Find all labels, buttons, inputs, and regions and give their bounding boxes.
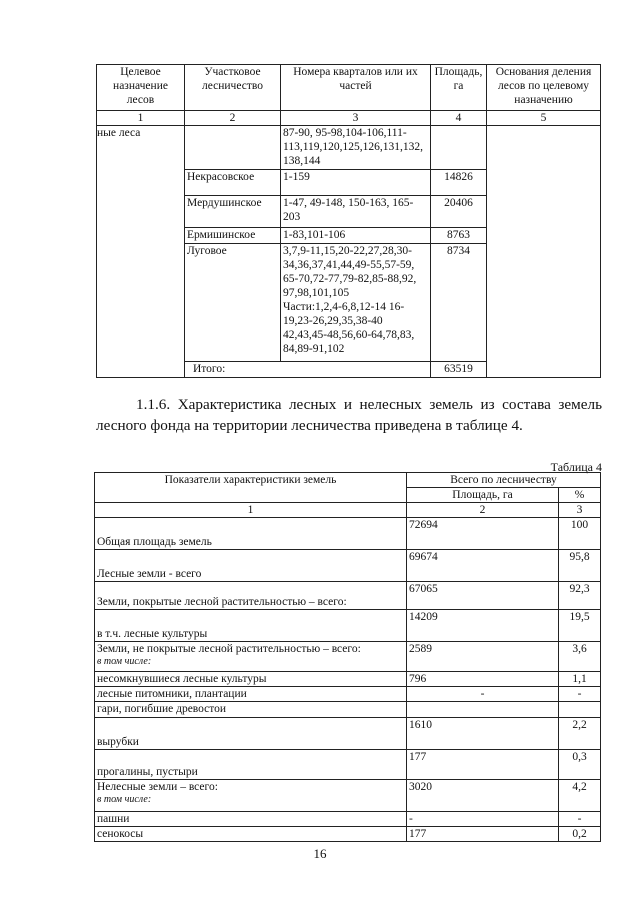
area-cell	[431, 126, 487, 170]
table-row	[95, 702, 601, 718]
header-purpose: Целевое назначение лесов	[97, 65, 185, 111]
col-number: 5	[487, 111, 601, 126]
section-paragraph	[96, 394, 602, 436]
table-caption: Таблица 4	[550, 460, 602, 474]
row-label: лесные питомники, плантации	[95, 687, 407, 702]
pct-value: -	[559, 812, 601, 827]
col-number: 3	[281, 111, 431, 126]
header-basis: Основания деления лесов по целевому назначению	[487, 65, 601, 111]
pct-value: 0,3	[559, 750, 601, 780]
table-row	[95, 582, 601, 610]
area-cell: 14826	[431, 170, 487, 196]
pct-value	[559, 702, 601, 718]
area-cell: 8734	[431, 244, 487, 362]
area-value: 177	[407, 827, 559, 842]
row-sublabel: в том числе:	[97, 794, 152, 805]
table-row	[95, 750, 601, 780]
area-value: -	[407, 812, 559, 827]
pct-value: 3,6	[559, 642, 601, 672]
quarters-cell: 3,7,9-11,15,20-22,27,28,30- 34,36,37,41,44,49-55,57-59, 65-70,72-77,79-82,85-88,92, 97,98,101,105 Части:1,2,4-6,8,12-14 16- 19,23-26,29,35,38-40 42,43,45-48,56,60-64,78,83, 84,89-91,102	[281, 244, 431, 362]
col-number: 1	[95, 503, 407, 518]
area-value: 1610	[407, 718, 559, 750]
header-pct: %	[559, 488, 601, 503]
table-row	[97, 126, 601, 170]
header-quarters: Номера кварталов или их частей	[281, 65, 431, 111]
row-sublabel: в том числе:	[97, 656, 152, 667]
table-row	[95, 780, 601, 812]
quarters-cell: 1-83,101-106	[281, 228, 431, 244]
pct-value: 95,8	[559, 550, 601, 582]
area-value: 796	[407, 672, 559, 687]
basis-cell	[487, 126, 601, 378]
header-total: Всего по лесничеству	[407, 473, 601, 488]
pct-value: 1,1	[559, 672, 601, 687]
table-row	[95, 827, 601, 842]
purpose-cell: ные леса	[97, 126, 185, 378]
table-row	[95, 672, 601, 687]
paragraph-line: лесного фонда на территории лесничества приведена в таблице 4.	[96, 417, 523, 434]
table-row	[95, 718, 601, 750]
row-label: Общая площадь земель	[95, 518, 407, 550]
header-district: Участковое лесничество	[185, 65, 281, 111]
page-number: 16	[313, 846, 327, 861]
header-area: Площадь, га	[431, 65, 487, 111]
row-label: пашни	[95, 812, 407, 827]
forest-purpose-table	[96, 64, 601, 378]
area-value: 72694	[407, 518, 559, 550]
area-cell: 20406	[431, 196, 487, 228]
row-label	[95, 642, 407, 672]
col-number: 3	[559, 503, 601, 518]
district-cell: Ермишинское	[185, 228, 281, 244]
pct-value: 19,5	[559, 610, 601, 642]
row-label	[95, 780, 407, 812]
table-row	[95, 812, 601, 827]
pct-value: 92,3	[559, 582, 601, 610]
table-row	[95, 518, 601, 550]
area-value: 2589	[407, 642, 559, 672]
district-cell: Некрасовское	[185, 170, 281, 196]
row-label: сенокосы	[95, 827, 407, 842]
table-row	[95, 642, 601, 672]
row-label: Земли, покрытые лесной растительностью – всего:	[95, 582, 407, 610]
total-label: Итого:	[185, 362, 431, 378]
row-label: гари, погибшие древостои	[95, 702, 407, 718]
row-label: в т.ч. лесные культуры	[95, 610, 407, 642]
quarters-cell: 87-90, 95-98,104-106,111- 113,119,120,125,126,131,132, 138,144	[281, 126, 431, 170]
pct-value: 0,2	[559, 827, 601, 842]
pct-value: 4,2	[559, 780, 601, 812]
area-value: 14209	[407, 610, 559, 642]
district-cell	[185, 126, 281, 170]
pct-value: 2,2	[559, 718, 601, 750]
row-label-main: Нелесные земли – всего:	[97, 781, 218, 793]
total-area: 63519	[431, 362, 487, 378]
col-number: 4	[431, 111, 487, 126]
table-row	[95, 687, 601, 702]
quarters-cell: 1-47, 49-148, 150-163, 165- 203	[281, 196, 431, 228]
area-value: 3020	[407, 780, 559, 812]
pct-value: 100	[559, 518, 601, 550]
row-label: Лесные земли - всего	[95, 550, 407, 582]
area-value: -	[407, 687, 559, 702]
area-value: 67065	[407, 582, 559, 610]
land-characteristics-table	[94, 472, 601, 842]
header-indicator: Показатели характеристики земель	[95, 473, 407, 503]
district-cell: Мердушинское	[185, 196, 281, 228]
row-label: прогалины, пустыри	[95, 750, 407, 780]
quarters-cell: 1-159	[281, 170, 431, 196]
row-label: вырубки	[95, 718, 407, 750]
pct-value: -	[559, 687, 601, 702]
area-value	[407, 702, 559, 718]
header-area: Площадь, га	[407, 488, 559, 503]
paragraph-line: 1.1.6. Характеристика лесных и нелесных земель из состава земель	[136, 396, 602, 413]
area-cell: 8763	[431, 228, 487, 244]
table-row	[95, 610, 601, 642]
col-number: 2	[185, 111, 281, 126]
row-label-main: Земли, не покрытые лесной растительностью – всего:	[97, 643, 361, 655]
district-cell: Луговое	[185, 244, 281, 362]
col-number: 1	[97, 111, 185, 126]
row-label: несомкнувшиеся лесные культуры	[95, 672, 407, 687]
table-row	[95, 550, 601, 582]
col-number: 2	[407, 503, 559, 518]
area-value: 69674	[407, 550, 559, 582]
area-value: 177	[407, 750, 559, 780]
